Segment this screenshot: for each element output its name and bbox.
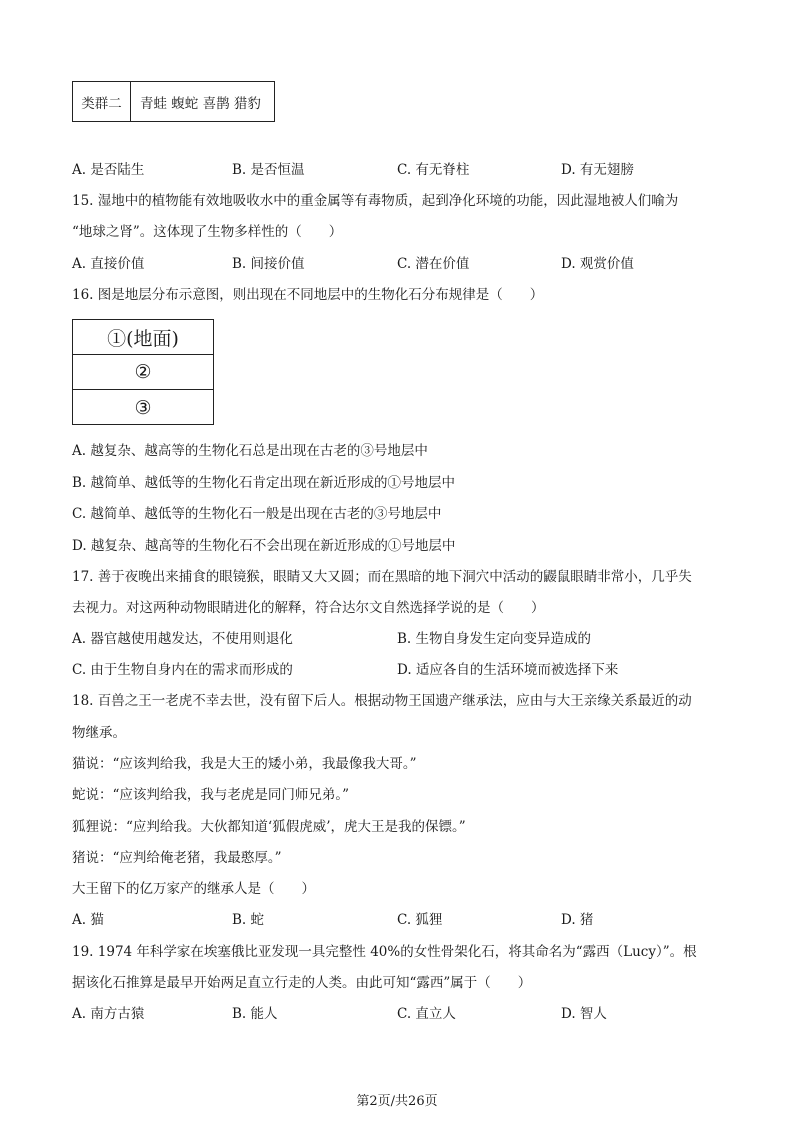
q14-option-a: A. 是否陆生 (72, 162, 145, 178)
q16-stem: 16. 图是地层分布示意图，则出现在不同地层中的生物化石分布规律是（ ） (72, 287, 544, 303)
q15-option-b: B. 间接价值 (232, 256, 305, 272)
q19-option-d: D. 智人 (561, 1006, 607, 1022)
q15-stem-line1: 15. 湿地中的植物能有效地吸收水中的重金属等有毒物质，起到净化环境的功能，因此湿地被人们喻为 (72, 193, 679, 209)
q15-stem-line2: “地球之肾”。这体现了生物多样性的（ ） (72, 224, 343, 240)
q18-option-c: C. 狐狸 (397, 912, 443, 928)
q18-option-a: A. 猫 (72, 912, 104, 928)
stratum-2: ② (73, 355, 213, 390)
q14-option-c: C. 有无脊柱 (397, 162, 470, 178)
stratum-3: ③ (134, 396, 152, 419)
q18-option-d: D. 猪 (561, 912, 594, 928)
q18-quote-pig: 猪说：“应判给俺老猪，我最憨厚。” (72, 850, 282, 866)
q14-option-b: B. 是否恒温 (232, 162, 305, 178)
q14-option-d: D. 有无翅膀 (561, 162, 634, 178)
q18-stem-line1: 18. 百兽之王一老虎不幸去世，没有留下后人。根据动物王国遗产继承法，应由与大王亲缘关系最近的动 (72, 693, 692, 709)
q15-option-c: C. 潜在价值 (397, 256, 470, 272)
q19-option-b: B. 能人 (232, 1006, 278, 1022)
q17-stem-line2: 去视力。对这两种动物眼睛进化的解释，符合达尔文自然选择学说的是（ ） (72, 600, 545, 616)
table-cell-content: 青蛙 蝮蛇 喜鹊 猎豹 (140, 95, 261, 112)
page-number: 第2页/共26页 (356, 1094, 438, 1109)
q19-option-a: A. 南方古猿 (72, 1006, 145, 1022)
q18-question: 大王留下的亿万家产的继承人是（ ） (72, 881, 315, 897)
q15-option-a: A. 直接价值 (72, 256, 145, 272)
q19-option-c: C. 直立人 (397, 1006, 456, 1022)
classification-table (72, 81, 275, 122)
q16-option-d: D. 越复杂、越高等的生物化石不会出现在新近形成的①号地层中 (72, 538, 456, 554)
table-cell-label: 类群二 (73, 82, 131, 121)
q18-option-b: B. 蛇 (232, 912, 265, 928)
q17-option-d: D. 适应各自的生活环境而被选择下来 (397, 662, 619, 678)
stratum-1: ①(地面) (73, 320, 213, 355)
q16-option-c: C. 越简单、越低等的生物化石一般是出现在古老的③号地层中 (72, 506, 442, 522)
q17-stem-line1: 17. 善于夜晚出来捕食的眼镜猴，眼睛又大又圆；而在黑暗的地下洞穴中活动的鼹鼠眼睛非常小，几乎失 (72, 569, 692, 585)
q16-option-b: B. 越简单、越低等的生物化石肯定出现在新近形成的①号地层中 (72, 475, 456, 491)
q18-quote-snake: 蛇说：“应该判给我，我与老虎是同门师兄弟。” (72, 787, 350, 803)
q19-stem-line2: 据该化石推算是最早开始两足直立行走的人类。由此可知“露西”属于（ ） (72, 975, 532, 991)
q19-stem-line1: 19. 1974 年科学家在埃塞俄比亚发现一具完整性 40%的女性骨架化石，将其命名为“露西（Lucy）”。根 (72, 944, 697, 960)
q18-stem-line2: 物继承。 (72, 725, 126, 741)
q17-option-a: A. 器官越使用越发达，不使用则退化 (72, 631, 293, 647)
q16-option-a: A. 越复杂、越高等的生物化石总是出现在古老的③号地层中 (72, 443, 428, 459)
q17-option-c: C. 由于生物自身内在的需求而形成的 (72, 662, 293, 678)
q15-option-d: D. 观赏价值 (561, 256, 634, 272)
strata-diagram (72, 319, 214, 425)
q18-quote-cat: 猫说：“应该判给我，我是大王的矮小弟，我最像我大哥。” (72, 756, 417, 772)
q18-quote-fox: 狐狸说：“应判给我。大伙都知道‘狐假虎威’，虎大王是我的保镖。” (72, 819, 466, 835)
q17-option-b: B. 生物自身发生定向变异造成的 (397, 631, 592, 647)
